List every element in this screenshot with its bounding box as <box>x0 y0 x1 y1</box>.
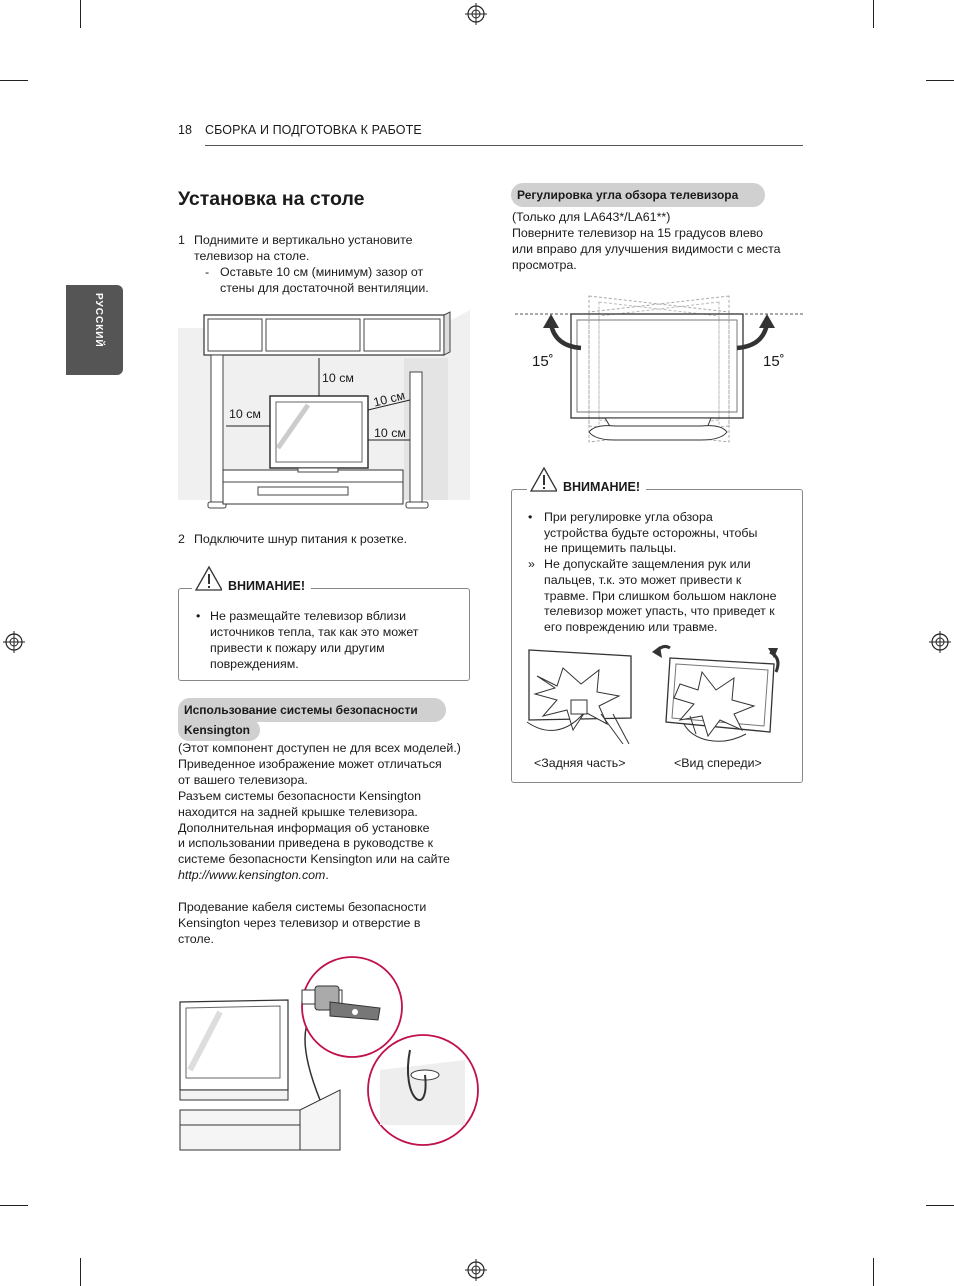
step-1-dash: - <box>205 265 210 279</box>
pinch-back-illustration <box>527 646 637 750</box>
caution-text: его повреждению или травме. <box>544 620 718 634</box>
caution-text: повреждениям. <box>210 657 299 671</box>
angle-text: просмотра. <box>512 258 577 272</box>
bullet-mark: • <box>528 510 533 524</box>
caution-title: ВНИМАНИЕ! <box>222 579 311 593</box>
registration-mark-icon <box>465 3 487 25</box>
language-tab <box>66 285 123 375</box>
link-period: . <box>325 868 329 882</box>
step-1-text: телевизор на столе. <box>194 249 310 263</box>
step-2-text: Подключите шнур питания к розетке. <box>194 532 408 546</box>
warning-triangle-icon <box>194 565 224 593</box>
kensington-text: Продевание кабеля системы безопасности <box>178 900 427 914</box>
kensington-text: Приведенное изображение может отличаться <box>178 757 442 771</box>
caution-text: привести к пожару или другим <box>210 641 385 655</box>
caption-front: <Вид спереди> <box>674 756 762 770</box>
kensington-text: и использовании приведена в руководстве к <box>178 836 434 850</box>
registration-mark-icon <box>929 631 951 653</box>
kensington-text: Дополнительная информация об установке <box>178 821 430 835</box>
angle-text: (Только для LA643*/LA61**) <box>512 210 671 224</box>
kensington-text: (Этот компонент доступен не для всех моделей.) <box>178 741 461 755</box>
angle-label-right: 15˚ <box>763 353 785 370</box>
registration-mark-icon <box>3 631 25 653</box>
header-divider <box>205 145 803 146</box>
caution-text: не прищемить пальцы. <box>544 541 677 555</box>
kensington-text: находится на задней крышке телевизора. <box>178 805 418 819</box>
section-title: СБОРКА И ПОДГОТОВКА К РАБОТЕ <box>205 123 422 137</box>
kensington-link-line <box>178 868 329 884</box>
page-number: 18 <box>178 123 192 137</box>
kensington-lock-illustration <box>180 950 470 1150</box>
crop-mark <box>873 1258 874 1286</box>
kensington-heading-line2: Kensington <box>178 719 260 741</box>
step-1-number: 1 <box>178 233 185 247</box>
step-2-number: 2 <box>178 532 185 546</box>
kensington-text: Kensington через телевизор и отверстие в <box>178 916 421 930</box>
kensington-text: Разъем системы безопасности Kensington <box>178 789 421 803</box>
crop-mark <box>80 0 81 28</box>
caution-text: пальцев, т.к. это может привести к <box>544 573 742 587</box>
caution-text: устройства будьте осторожны, чтобы <box>544 526 758 540</box>
crop-mark <box>80 1258 81 1286</box>
kensington-heading: Использование системы безопасности <box>178 698 446 722</box>
step-1-subtext: стены для достаточной вентиляции. <box>220 281 429 295</box>
tv-on-table-illustration <box>178 310 470 520</box>
language-label: РУССКИЙ <box>93 293 104 348</box>
kensington-link[interactable]: http://www.kensington.com <box>178 868 326 882</box>
bullet-mark: » <box>528 557 535 571</box>
kensington-text: столе. <box>178 932 214 946</box>
angle-heading: Регулировка угла обзора телевизора <box>511 183 765 207</box>
angle-text: или вправо для улучшения видимости с места <box>512 242 781 256</box>
angle-label-left: 15˚ <box>532 353 554 370</box>
caution-text: Не размещайте телевизор вблизи <box>210 609 407 623</box>
caution-title: ВНИМАНИЕ! <box>557 480 646 494</box>
dimension-label-left: 10 см <box>229 407 261 421</box>
crop-mark <box>0 1205 28 1206</box>
caution-text: При регулировке угла обзора <box>544 510 713 524</box>
registration-mark-icon <box>465 1259 487 1281</box>
caution-text: травме. При слишком большом наклоне <box>544 589 777 603</box>
tv-swivel-illustration <box>515 292 803 442</box>
kensington-text: от вашего телевизора. <box>178 773 308 787</box>
page-title: Установка на столе <box>178 188 365 210</box>
caution-text: телевизор может упасть, что приведет к <box>544 604 775 618</box>
crop-mark <box>926 1205 954 1206</box>
crop-mark <box>926 80 954 81</box>
dimension-label-right-lower: 10 см <box>374 426 406 440</box>
dimension-label-top: 10 см <box>322 371 354 385</box>
warning-triangle-icon <box>529 466 559 494</box>
caption-back: <Задняя часть> <box>534 756 626 770</box>
caution-text: источников тепла, так как это может <box>210 625 419 639</box>
angle-text: Поверните телевизор на 15 градусов влево <box>512 226 764 240</box>
step-1-text: Поднимите и вертикально установите <box>194 233 413 247</box>
dimension-label-right-upper: 10 см <box>372 388 407 410</box>
caution-text: Не допускайте защемления рук или <box>544 557 751 571</box>
crop-mark <box>873 0 874 28</box>
kensington-text: системе безопасности Kensington или на сайте <box>178 852 450 866</box>
step-1-subtext: Оставьте 10 см (минимум) зазор от <box>220 265 424 279</box>
crop-mark <box>0 80 28 81</box>
pinch-front-illustration <box>650 644 790 752</box>
bullet-mark: • <box>196 609 201 623</box>
